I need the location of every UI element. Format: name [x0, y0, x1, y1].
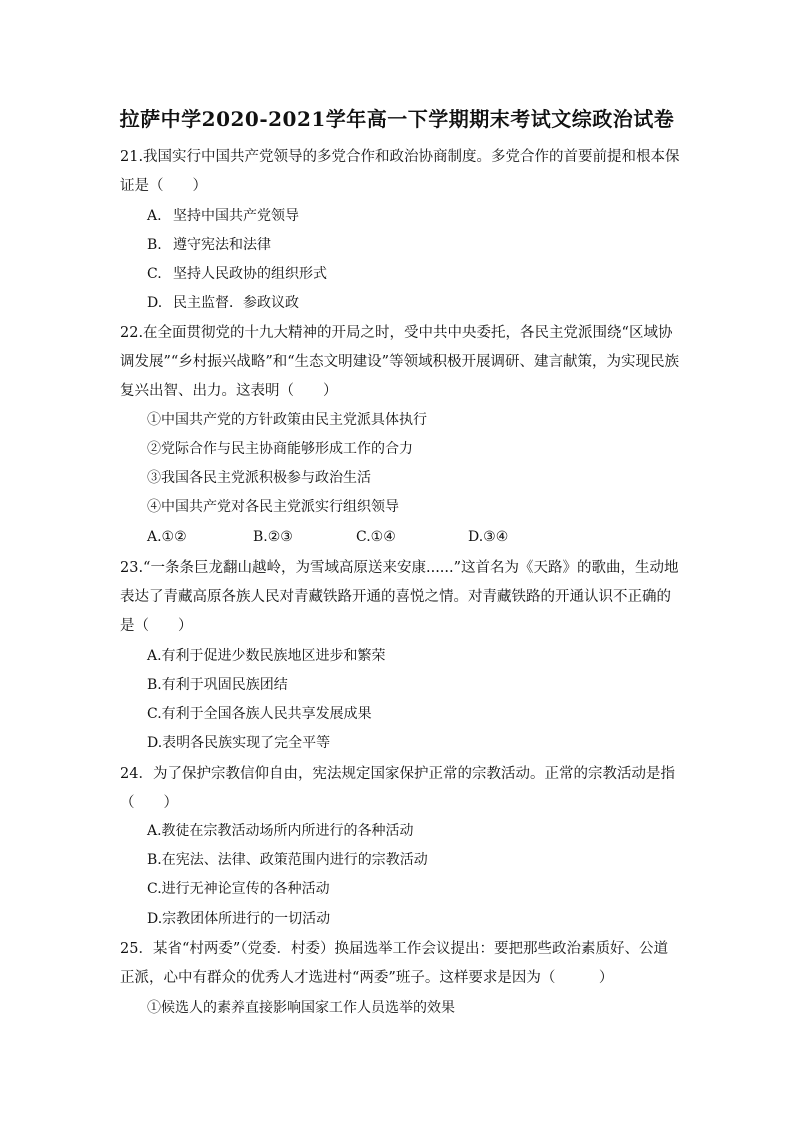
question-23-option-a: A.有利于促进少数民族地区进步和繁荣	[147, 648, 386, 664]
question-24-option-a: A.教徒在宗教活动场所内所进行的各种活动	[147, 823, 414, 839]
option-text: 坚持人民政协的组织形式	[173, 266, 327, 282]
question-22-statement-1: ①中国共产党的方针政策由民主党派具体执行	[147, 412, 427, 428]
question-22-stem: 22.在全面贯彻党的十九大精神的开局之时，受中共中央委托，各民主党派围绕“区域协调发展”“乡村振兴战略”和“生态文明建设”等领域积极开展调研、建言献策，为实现民族复兴出智、出力。这表明（ ）	[120, 325, 680, 399]
question-24-option-c: C.进行无神论宣传的各种活动	[147, 881, 330, 897]
choice-d: D.③④	[468, 529, 509, 545]
choice-b: B.②③	[253, 529, 293, 545]
question-21-option-a	[147, 206, 299, 226]
question-22-statement-2: ②党际合作与民主协商能够形成工作的合力	[147, 441, 413, 457]
question-21-option-b	[147, 235, 271, 255]
question-23-stem: 23.“一条条巨龙翻山越岭，为雪域高原送来安康......”这首名为《天路》的歌曲，生动地表达了青藏高原各族人民对青藏铁路开通的喜悦之情。对青藏铁路的开通认识不正确的是（ ）	[120, 560, 679, 634]
option-letter: D.	[147, 295, 163, 311]
question-22-statement-3: ③我国各民主党派积极参与政治生活	[147, 470, 371, 486]
question-24-option-b: B.在宪法、法律、政策范围内进行的宗教活动	[147, 852, 428, 868]
question-21-option-d	[147, 293, 299, 313]
question-25-stem: 25．某省“村两委”（党委．村委）换届选举工作会议提出：要把那些政治素质好、公道正派，心中有群众的优秀人才选进村“两委”班子。这样要求是因为（ ）	[120, 941, 669, 986]
question-21-stem: 21.我国实行中国共产党领导的多党合作和政治协商制度。多党合作的首要前提和根本保证是（ ）	[120, 149, 680, 194]
question-23-option-d: D.表明各民族实现了完全平等	[147, 735, 331, 751]
question-24-stem: 24．为了保护宗教信仰自由，宪法规定国家保护正常的宗教活动。正常的宗教活动是指（ ）	[120, 766, 675, 811]
option-text: 民主监督．参政议政	[173, 295, 299, 311]
question-22-statement-4: ④中国共产党对各民主党派实行组织领导	[147, 499, 399, 515]
question-25-statement-1: ①候选人的素养直接影响国家工作人员选举的效果	[147, 1000, 455, 1016]
option-text: 坚持中国共产党领导	[173, 208, 299, 224]
choice-a: A.①②	[147, 529, 187, 545]
choice-c: C.①④	[356, 529, 396, 545]
question-21-option-c	[147, 264, 327, 284]
page-title: 拉萨中学2020-2021学年高一下学期期末考试文综政治试卷	[119, 107, 675, 131]
question-23-option-c: C.有利于全国各族人民共享发展成果	[147, 706, 372, 722]
option-letter: B.	[147, 237, 162, 253]
option-letter: A.	[147, 208, 162, 224]
option-letter: C.	[147, 266, 162, 282]
question-24-option-d: D.宗教团体所进行的一切活动	[147, 911, 331, 927]
question-23-option-b: B.有利于巩固民族团结	[147, 677, 288, 693]
option-text: 遵守宪法和法律	[173, 237, 271, 253]
